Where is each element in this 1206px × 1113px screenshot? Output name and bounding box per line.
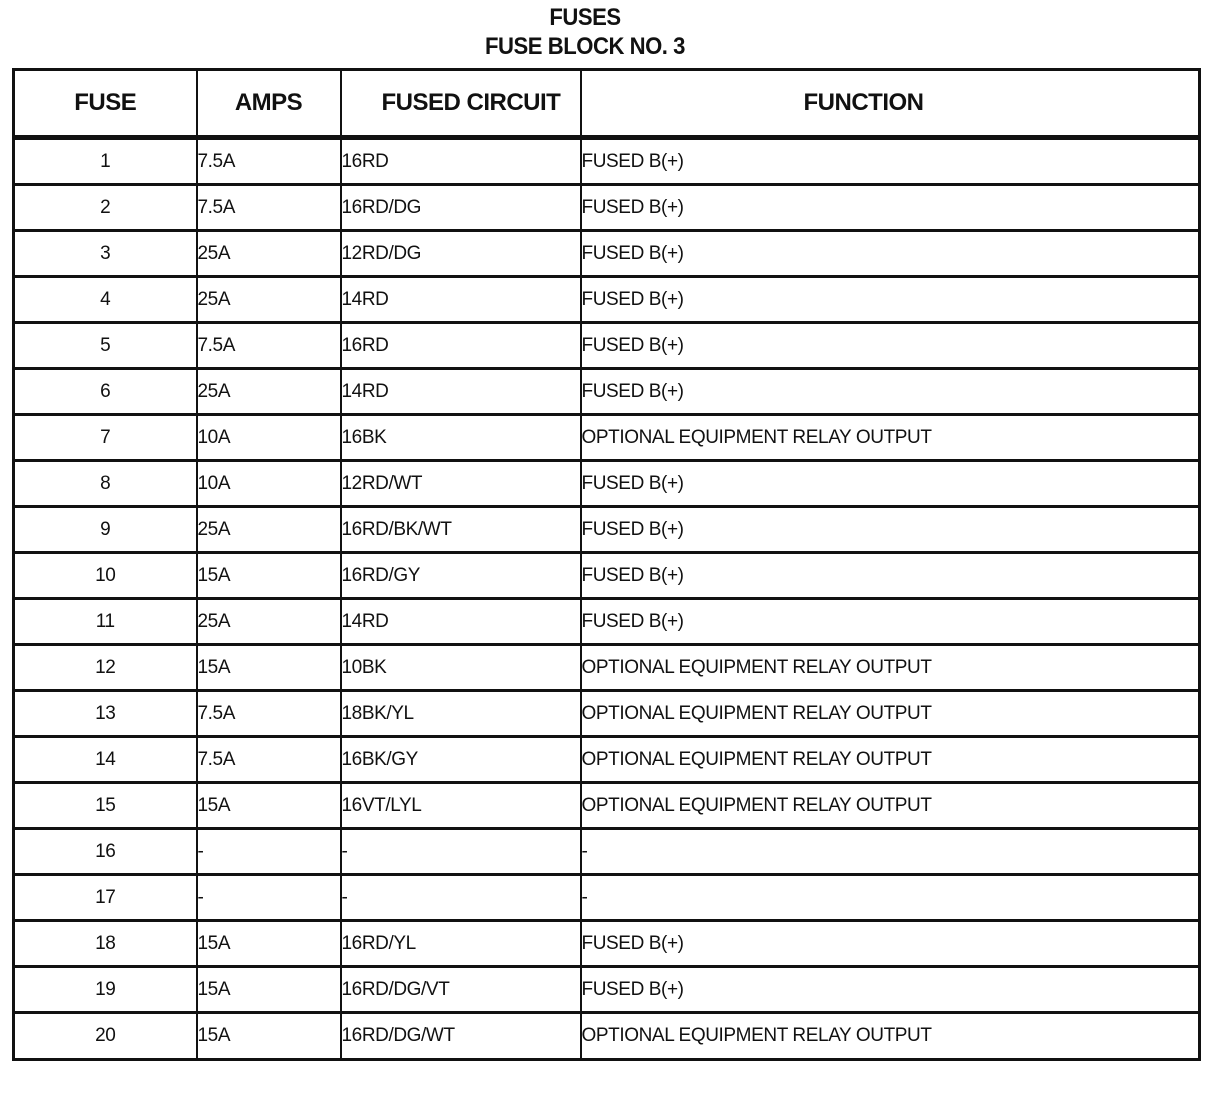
amps-cell: 25A [197,277,341,323]
circuit-cell: 10BK [341,645,581,691]
circuit-cell: 14RD [341,599,581,645]
amps-cell: 7.5A [197,323,341,369]
fuse-cell: 4 [14,277,197,323]
circuit-cell: 16RD/YL [341,921,581,967]
fuse-cell: 19 [14,967,197,1013]
table-row [14,461,1200,507]
fuse-cell: 17 [14,875,197,921]
circuit-cell: 16VT/LYL [341,783,581,829]
amps-cell: 10A [197,415,341,461]
table-row [14,138,1200,186]
function-cell: FUSED B(+) [581,323,1200,369]
function-cell: FUSED B(+) [581,599,1200,645]
fuse-cell: 20 [14,1013,197,1060]
table-body [14,138,1200,1060]
fuse-table [12,68,1201,1061]
table-row [14,967,1200,1013]
page-subtitle: FUSE BLOCK NO. 3 [485,33,685,60]
amps-cell: 15A [197,553,341,599]
amps-cell: 7.5A [197,185,341,231]
amps-cell: 15A [197,645,341,691]
function-cell: OPTIONAL EQUIPMENT RELAY OUTPUT [581,737,1200,783]
fuse-cell: 5 [14,323,197,369]
fuse-cell: 11 [14,599,197,645]
function-cell: OPTIONAL EQUIPMENT RELAY OUTPUT [581,691,1200,737]
circuit-cell: 16RD/DG [341,185,581,231]
function-cell: OPTIONAL EQUIPMENT RELAY OUTPUT [581,783,1200,829]
function-cell: OPTIONAL EQUIPMENT RELAY OUTPUT [581,1013,1200,1060]
table-row [14,921,1200,967]
table-row [14,829,1200,875]
circuit-cell: 16RD/BK/WT [341,507,581,553]
table-row [14,277,1200,323]
circuit-cell: 12RD/DG [341,231,581,277]
circuit-cell: - [341,875,581,921]
table-header-row [14,70,1200,138]
fuse-cell: 13 [14,691,197,737]
amps-cell: 10A [197,461,341,507]
fuse-cell: 12 [14,645,197,691]
table-row [14,415,1200,461]
fuse-cell: 14 [14,737,197,783]
table-row [14,507,1200,553]
circuit-cell: 16RD/GY [341,553,581,599]
function-cell: FUSED B(+) [581,138,1200,186]
column-header-fused-circuit: FUSED CIRCUIT [341,70,581,138]
amps-cell: 15A [197,1013,341,1060]
function-cell: FUSED B(+) [581,185,1200,231]
fuse-cell: 16 [14,829,197,875]
circuit-cell: 16BK/GY [341,737,581,783]
function-cell: FUSED B(+) [581,921,1200,967]
amps-cell: - [197,875,341,921]
amps-cell: 25A [197,599,341,645]
amps-cell: 15A [197,783,341,829]
table-row [14,553,1200,599]
amps-cell: 7.5A [197,691,341,737]
column-header-amps: AMPS [197,70,341,138]
function-cell: FUSED B(+) [581,461,1200,507]
table-row [14,783,1200,829]
circuit-cell: 16RD/DG/WT [341,1013,581,1060]
fuse-cell: 10 [14,553,197,599]
fuse-cell: 8 [14,461,197,507]
function-cell: FUSED B(+) [581,967,1200,1013]
function-cell: - [581,875,1200,921]
circuit-cell: 16RD/DG/VT [341,967,581,1013]
table-row [14,737,1200,783]
table-row [14,645,1200,691]
function-cell: FUSED B(+) [581,369,1200,415]
fuse-cell: 7 [14,415,197,461]
fuse-cell: 15 [14,783,197,829]
column-header-fuse: FUSE [14,70,197,138]
fuse-cell: 3 [14,231,197,277]
circuit-cell: 18BK/YL [341,691,581,737]
circuit-cell: 16RD [341,323,581,369]
fuse-cell: 6 [14,369,197,415]
amps-cell: 7.5A [197,138,341,186]
function-cell: FUSED B(+) [581,277,1200,323]
amps-cell: 15A [197,921,341,967]
amps-cell: 15A [197,967,341,1013]
table-row [14,599,1200,645]
page-title: FUSES [549,4,621,31]
table-row [14,691,1200,737]
function-cell: FUSED B(+) [581,507,1200,553]
function-cell: FUSED B(+) [581,231,1200,277]
circuit-cell: 16BK [341,415,581,461]
table-row [14,231,1200,277]
table-row [14,323,1200,369]
fuse-cell: 1 [14,138,197,186]
table-row [14,369,1200,415]
fuse-cell: 9 [14,507,197,553]
circuit-cell: 14RD [341,369,581,415]
circuit-cell: 16RD [341,138,581,186]
amps-cell: 25A [197,507,341,553]
table-row [14,875,1200,921]
function-cell: - [581,829,1200,875]
amps-cell: 7.5A [197,737,341,783]
function-cell: FUSED B(+) [581,553,1200,599]
table-row [14,185,1200,231]
amps-cell: 25A [197,369,341,415]
circuit-cell: - [341,829,581,875]
amps-cell: - [197,829,341,875]
amps-cell: 25A [197,231,341,277]
circuit-cell: 12RD/WT [341,461,581,507]
column-header-function: FUNCTION [581,70,1200,138]
fuse-cell: 2 [14,185,197,231]
function-cell: OPTIONAL EQUIPMENT RELAY OUTPUT [581,415,1200,461]
circuit-cell: 14RD [341,277,581,323]
fuse-cell: 18 [14,921,197,967]
table-row [14,1013,1200,1060]
function-cell: OPTIONAL EQUIPMENT RELAY OUTPUT [581,645,1200,691]
